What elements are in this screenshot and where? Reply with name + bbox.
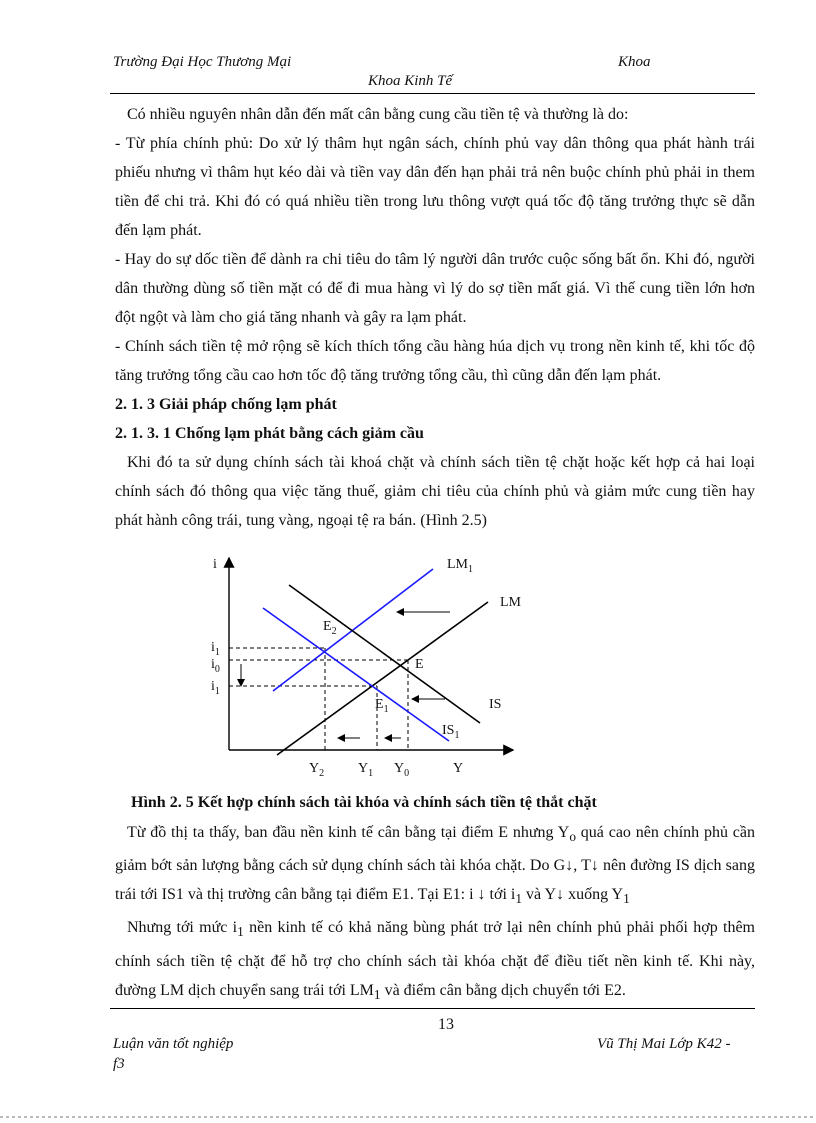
label-y0: $Y_0$: [394, 761, 410, 779]
label-lm: LM: [500, 595, 521, 610]
header-department-line2: Khoa Kinh Tế: [368, 73, 453, 89]
label-y1: $Y_1$: [358, 761, 374, 779]
header-school: Trường Đại Học Thương Mại: [113, 54, 292, 70]
paragraph-demand-reduction: Khi đó ta sử dụng chính sách tài khoá chặt và chính sách tiền tệ chặt hoặc kết hợp cả hai loại chính sách đó thông qua việc tăng thuế, giảm chi tiêu của chính phủ và giảm mức cung tiền hay phát hành công trái, tung vàng, ngoại tệ ra bán. (Hình 2.5): [115, 454, 755, 529]
footer-thesis: Luận văn tốt nghiệp: [113, 1036, 234, 1052]
y-axis-label: i: [213, 557, 217, 572]
label-lm1: $LM_1$: [447, 557, 473, 575]
label-e2: $E_2$: [323, 619, 337, 637]
footer-author: Vũ Thị Mai Lớp K42 -: [597, 1036, 731, 1052]
body-text: [115, 100, 755, 535]
paragraph-monetary-cause: - Chính sách tiền tệ mở rộng sẽ kích thích tổng cầu hàng húa dịch vụ trong nền kinh tế, khi tốc độ tăng trưởng tổng cầu cao hơn tốc độ tăng trưởng tổng cầu, thì cũng dẫn đến lạm phát.: [115, 338, 755, 384]
page-number: 13: [438, 1016, 454, 1033]
footer-thesis-line2: f3: [113, 1056, 125, 1072]
section-heading: 2. 1. 3 Giải pháp chống lạm phát: [115, 396, 337, 413]
label-i0: $i_0$: [211, 657, 220, 675]
label-y2: $Y_2$: [309, 761, 325, 779]
paragraph-intro: Có nhiều nguyên nhân dẫn đến mất cân bằng cung cầu tiền tệ và thường là do:: [127, 106, 629, 123]
figure-caption: Hình 2. 5 Kết hợp chính sách tài khóa và chính sách tiền tệ thắt chặt: [131, 794, 597, 811]
label-e1: $E_1$: [375, 697, 389, 715]
paragraph-graph-explanation: Từ đồ thị ta thấy, ban đầu nền kinh tế cân bằng tại điểm E nhưng $Y_o$ quá cao nên chính phủ cần giảm bớt sản lượng bằng cách sử dụng chính sách tài khóa chặt. Do G↓, T↓ nên đường IS dịch sang trái tới IS1 và thị trường cân bằng tại điểm E1. Tại E1: i ↓ tới $i_1$ và Y↓ xuống $Y_1$: [115, 824, 756, 907]
label-i1-top: $i_1$: [211, 640, 220, 658]
paragraph-policy-mix: Nhưng tới mức $i_1$ nền kinh tế có khả năng bùng phát trở lại nên chính phủ phải phối hợp thêm chính sách tiền tệ chặt để hỗ trợ cho chính sách tài khóa chặt để điều tiết nền kinh tế. Khi này, đường LM dịch chuyển sang trái tới $LM_1$ và điểm cân bằng dịch chuyển tới E2.: [115, 919, 756, 1002]
paragraph-government-cause: - Từ phía chính phủ: Do xử lý thâm hụt ngân sách, chính phủ vay dân thông qua phát hành trái phiếu nhưng vì thâm hụt kéo dài và tiền vay dân đến hạn phải trả nên buộc chính phủ phải in them tiền để chi trả. Khi đó có quá nhiều tiền trong lưu thông vượt quá tốc độ tăng trưởng thực sẽ dẫn đến lạm phát.: [115, 135, 755, 239]
body-text-bottom: [115, 818, 755, 1009]
x-axis-label: Y: [453, 761, 464, 776]
footer-rule: [110, 1008, 755, 1009]
page-edge-divider: [0, 1116, 816, 1118]
paragraph-hoarding-cause: - Hay do sự dốc tiền để dành ra chi tiêu do tâm lý người dân trước cuộc sống bất ổn. Khi đó, người dân thường dùng số tiền mặt có để đi mua hàng vì lý do sợ tiền mất giá. Vì thế cung tiền lớn hơn đột ngột và làm cho giá tăng nhanh và gây ra lạm phát.: [115, 251, 755, 326]
header-rule: [110, 93, 755, 94]
label-is: IS: [489, 697, 502, 712]
label-e: E: [415, 657, 424, 672]
header-department: Khoa: [618, 54, 651, 70]
label-i1-bottom: $i_1$: [211, 679, 220, 697]
label-is1: $IS_1$: [442, 723, 460, 741]
is-lm-diagram: [195, 548, 535, 783]
subsection-heading: 2. 1. 3. 1 Chống lạm phát bằng cách giảm cầu: [115, 425, 424, 442]
